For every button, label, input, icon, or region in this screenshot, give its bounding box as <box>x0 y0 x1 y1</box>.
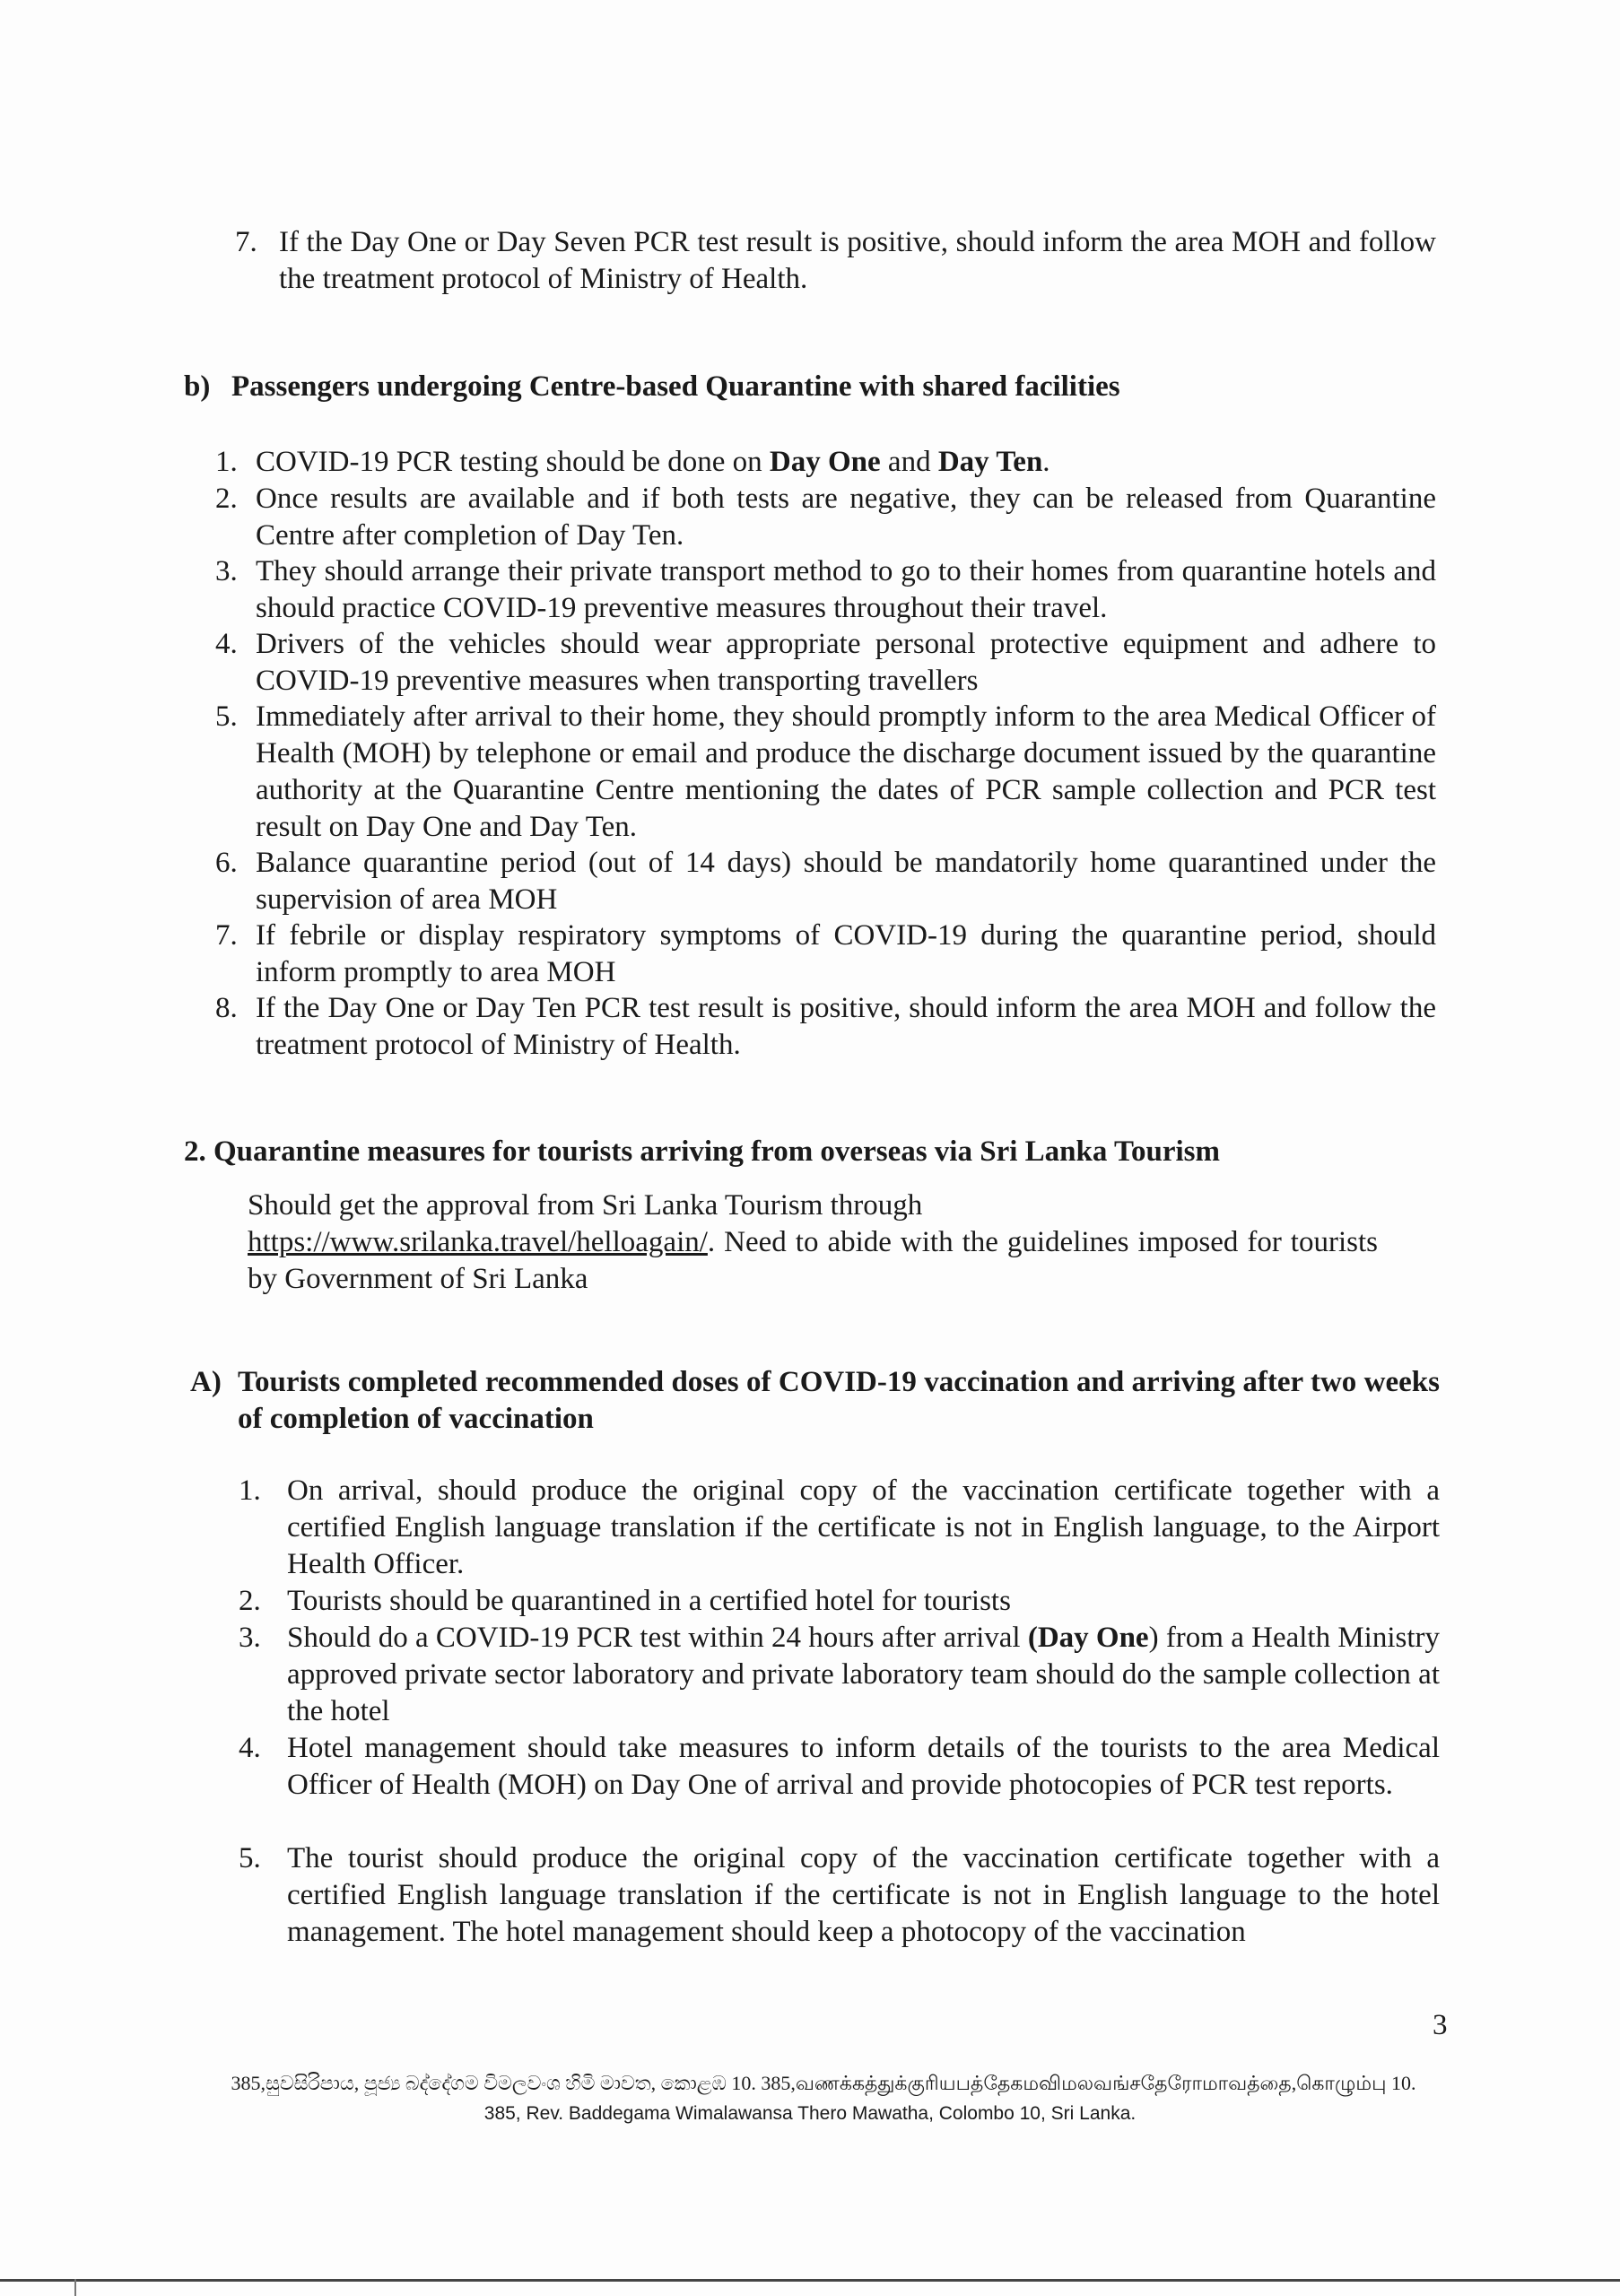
list-number: 8. <box>215 992 238 1024</box>
page-number: 3 <box>1433 2009 1448 2041</box>
list-item: Balance quarantine period (out of 14 days) should be mandatorily home quarantined under the supervision of area MOH <box>256 847 1436 916</box>
list-number: 5. <box>239 1842 261 1874</box>
list-item: Drivers of the vehicles should wear appropriate personal protective equipment and adhere to COVID-19 preventive measures when transporting travellers <box>256 628 1436 697</box>
list-item: Immediately after arrival to their home, they should promptly inform to the area Medical Officer of Health (MOH) by telephone or email and produce the discharge document issued by the quarantine authority at the Quarantine Centre mentioning the dates of PCR sample collection and PCR test result on Day One and Day Ten. <box>256 700 1436 843</box>
section-label: A) <box>190 1366 222 1398</box>
list-number: 5. <box>215 700 238 733</box>
list-number: 2. <box>239 1585 261 1617</box>
list-number: 6. <box>215 847 238 879</box>
list-item: If the Day One or Day Ten PCR test result is positive, should inform the area MOH and follow the treatment protocol of Ministry of Health. <box>256 992 1436 1061</box>
list-number: 7. <box>215 919 238 952</box>
list-item: They should arrange their private transport method to go to their homes from quarantine hotels and should practice COVID-19 preventive measures throughout their travel. <box>256 555 1436 624</box>
section-heading: Passengers undergoing Centre-based Quarantine with shared facilities <box>231 370 1120 403</box>
list-number: 2. <box>215 483 238 515</box>
page-edge-tick <box>74 2279 76 2296</box>
list-item: If febrile or display respiratory symptoms of COVID-19 during the quarantine period, should inform promptly to area MOH <box>256 919 1436 988</box>
list-item: Hotel management should take measures to inform details of the tourists to the area Medical Officer of Health (MOH) on Day One of arrival and provide photocopies of PCR test reports. <box>287 1732 1440 1801</box>
tourism-link[interactable]: https://www.srilanka.travel/helloagain/ <box>248 1226 708 1258</box>
list-item: On arrival, should produce the original copy of the vaccination certificate together with a certified English language translation if the certificate is not in English language, to the Airport Health Officer. <box>287 1474 1440 1580</box>
section-label: b) <box>184 370 211 403</box>
section-heading: Tourists completed recommended doses of COVID-19 vaccination and arriving after two weeks of completion of vaccination <box>238 1366 1440 1435</box>
section-intro: Should get the approval from Sri Lanka Tourism through https://www.srilanka.travel/helloagain/. Need to abide with the guidelines imposed for tourists by Government of Sri Lanka <box>248 1189 1378 1295</box>
list-item: COVID-19 PCR testing should be done on Day One and Day Ten. <box>256 446 1050 478</box>
footer-address-english: 385, Rev. Baddegama Wimalawansa Thero Mawatha, Colombo 10, Sri Lanka. <box>483 2103 1137 2124</box>
footer-address-local: 385,සුවසිරිපාය, පූජ්‍ය බද්දේගම විමලවංශ හිමි මාවත, කොළඹ 10. 385,வணக்கத்துக்குரியபத்தேகமவிமலவங்சதேரோமாவத்தை,கொழும்பு 10. <box>231 2072 1416 2094</box>
list-item: Should do a COVID-19 PCR test within 24 hours after arrival (Day One) from a Health Ministry approved private sector laboratory and private laboratory team should do the sample collection at the hotel <box>287 1622 1441 1727</box>
list-number: 4. <box>215 628 238 660</box>
list-item: Once results are available and if both tests are negative, they can be released from Quarantine Centre after completion of Day Ten. <box>256 483 1436 552</box>
list-number: 3. <box>239 1622 261 1654</box>
list-item: Tourists should be quarantined in a certified hotel for tourists <box>287 1585 1011 1617</box>
list-item: If the Day One or Day Seven PCR test result is positive, should inform the area MOH and follow the treatment protocol of Ministry of Health. <box>279 226 1436 295</box>
list-number: 3. <box>215 555 238 587</box>
section-heading: 2. Quarantine measures for tourists arriving from overseas via Sri Lanka Tourism <box>184 1135 1220 1168</box>
list-number: 4. <box>239 1732 261 1764</box>
list-number: 7. <box>235 226 257 258</box>
list-number: 1. <box>239 1474 261 1507</box>
list-item: The tourist should produce the original copy of the vaccination certificate together with a certified English language translation if the certificate is not in English language to the hotel management. The hotel management should keep a photocopy of the vaccination <box>287 1842 1440 1948</box>
list-number: 1. <box>215 446 238 478</box>
page-edge-line <box>0 2279 1620 2282</box>
